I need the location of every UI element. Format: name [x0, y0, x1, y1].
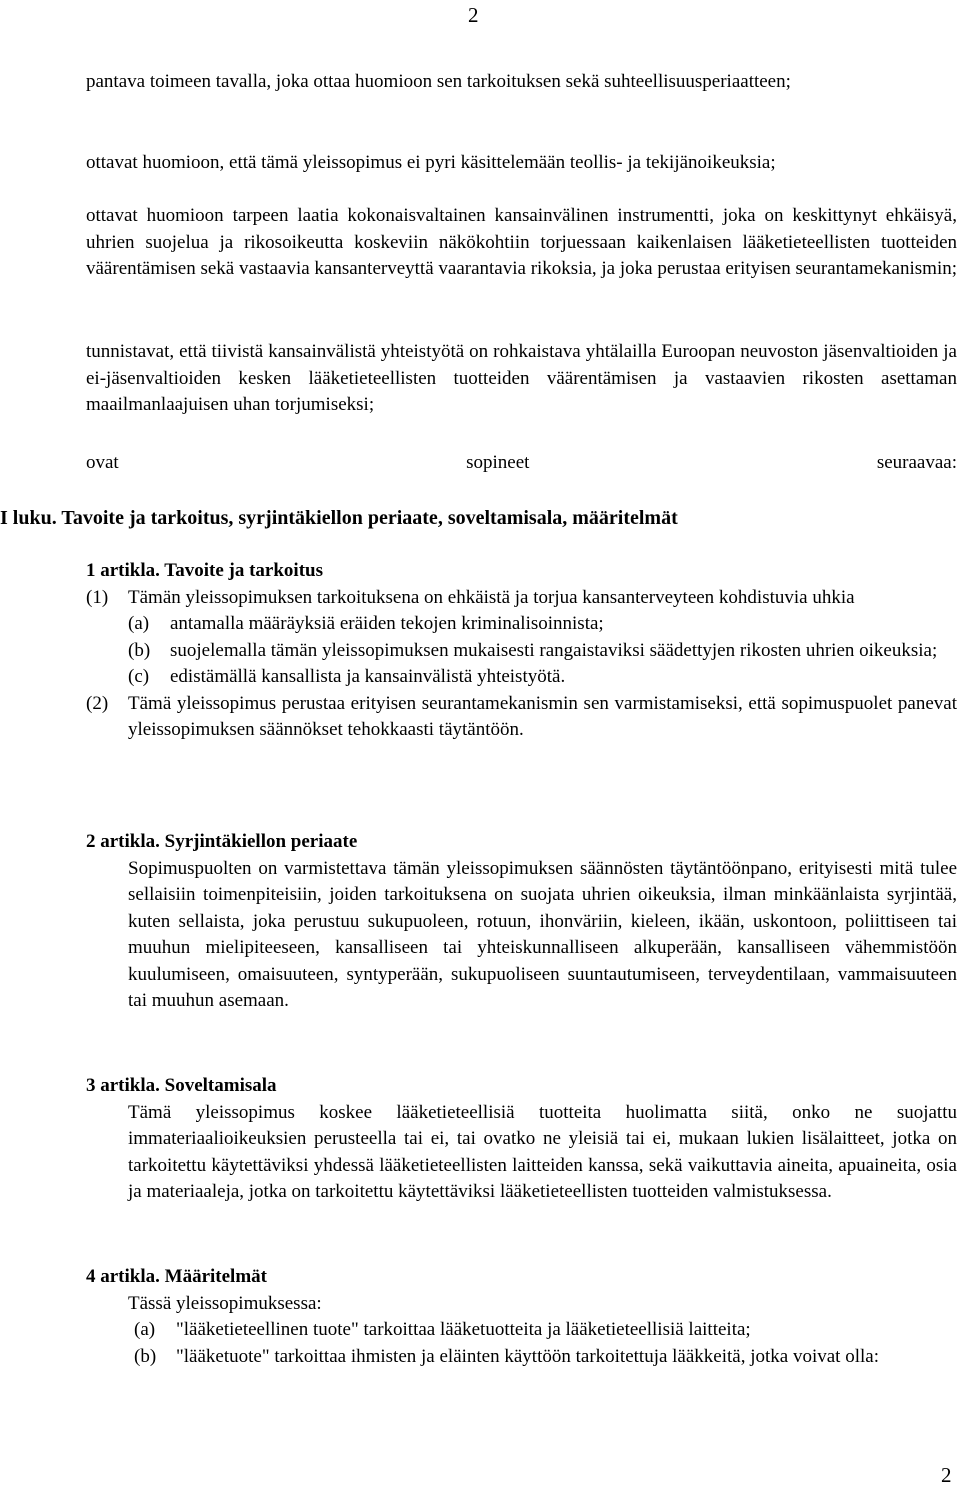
article-1-p2-text: Tämä yleissopimus perustaa erityisen seurantamekanismin sen varmistamiseksi, että sopimuspuolet panevat yleissopimuksen säännökset tehokkaasti täytäntöön.: [128, 692, 957, 740]
article-1: [86, 558, 957, 744]
article-1-p1-text: Tämän yleissopimuksen tarkoituksena on ehkäistä ja torjua kansanterveyteen kohdistuvia uhkia: [128, 586, 855, 608]
item-label: (c): [128, 666, 150, 687]
article-4-item-a: [134, 1317, 957, 1344]
article-3-title: 3 artikla. Soveltamisala: [86, 1075, 277, 1096]
article-3: [86, 1073, 957, 1206]
article-1-item-c: [128, 664, 957, 691]
article-1-p2-label: (2): [86, 692, 109, 714]
article-4: [86, 1264, 957, 1370]
article-4-intro: Tässä yleissopimuksessa:: [128, 1292, 322, 1314]
item-text: edistämällä kansallista ja kansainvälistä yhteistyötä.: [170, 666, 566, 687]
item-text: "lääketuote" tarkoittaa ihmisten ja eläinten käyttöön tarkoitettuja lääkkeitä, jotka voivat olla:: [176, 1345, 879, 1367]
agreed-word-2: sopineet: [466, 452, 530, 473]
article-4-item-list: [86, 1317, 957, 1370]
item-label: (b): [128, 639, 151, 661]
item-text: suojelemalla tämän yleissopimuksen mukaisesti rangaistaviksi säädettyjen rikosten uhrien oikeuksia;: [170, 639, 938, 661]
article-1-item-b: [128, 638, 957, 665]
agreed-word-1: ovat: [86, 452, 119, 473]
item-text: "lääketieteellinen tuote" tarkoittaa lääketuotteita ja lääketieteellisiä laitteita;: [176, 1319, 751, 1340]
article-3-text: Tämä yleissopimus koskee lääketieteellisiä tuotteita huolimatta siitä, onko ne suojattu immateriaalioikeuksien perusteella tai ei, tai ovatko ne yleisiä tai ei, mukaan lukien lisälaitteet, jotka on tarkoitettu käytettäviksi yhdessä lääketieteellisten laitteiden kanssa, sekä vaikuttavia aineita, apuaineita, osia ja materiaaleja, jotka on tarkoitettu käytettäviksi lääketieteellisten tuotteiden valmistuksessa.: [128, 1101, 957, 1202]
agreed-line: [86, 450, 957, 477]
article-1-item-list: [86, 611, 957, 691]
article-1-paragraph-2: [86, 691, 957, 744]
item-text: antamalla määräyksiä eräiden tekojen kriminalisoinnista;: [170, 613, 604, 634]
preamble-paragraph-1: pantava toimeen tavalla, joka ottaa huomioon sen tarkoituksen sekä suhteellisuusperiaatteen;: [86, 71, 791, 92]
item-label: (a): [134, 1319, 156, 1340]
article-2-title: 2 artikla. Syrjintäkiellon periaate: [86, 831, 358, 852]
article-1-p1-label: (1): [86, 586, 109, 608]
article-1-item-a: [128, 611, 957, 638]
item-label: (b): [134, 1345, 157, 1367]
agreed-word-3: seuraavaa:: [876, 452, 957, 473]
item-label: (a): [128, 613, 150, 634]
page-number-bottom: 2: [941, 1463, 952, 1487]
preamble-paragraph-4: tunnistavat, että tiivistä kansainvälistä yhteistyötä on rohkaistava yhtälailla Euroopan neuvoston jäsenvaltioiden ja ei-jäsenvaltioiden kesken lääketieteellisten tuotteiden väärentämisen ja vastaavien rikosten asettaman maailmanlaajuisen uhan torjumiseksi;: [86, 341, 957, 415]
article-2-text: Sopimuspuolten on varmistettava tämän yleissopimuksen säännösten täytäntöönpano, erityisesti mitä tulee sellaisiin toimenpiteisiin, joiden tarkoituksena on suojata uhrien oikeuksia, ilman minkäänlaista syrjintää, kuten sellaista, joka perustuu sukupuoleen, rotuun, ihonväriin, kieleen, ikään, uskontoon, poliittiseen tai muuhun mielipiteeseen, kansalliseen tai yhteiskunnalliseen alkuperään, kansalliseen vähemmistöön kuulumiseen, omaisuuteen, syntyperään, sukupuoliseen suuntautumiseen, terveydentilaan, vammaisuuteen tai muuhun asemaan.: [128, 857, 957, 1011]
article-4-title: 4 artikla. Määritelmät: [86, 1266, 267, 1287]
article-2: [86, 829, 957, 1015]
preamble-paragraph-2: ottavat huomioon, että tämä yleissopimus ei pyri käsittelemään teollis- ja tekijänoikeuksia;: [86, 152, 776, 173]
page-number-top: 2: [468, 3, 479, 27]
article-1-paragraph-1: [86, 585, 957, 612]
chapter-heading: I luku. Tavoite ja tarkoitus, syrjintäkiellon periaate, soveltamisala, määritelmät: [0, 507, 678, 529]
article-1-title: 1 artikla. Tavoite ja tarkoitus: [86, 560, 323, 581]
article-4-item-b: [134, 1344, 957, 1371]
preamble-paragraph-3: ottavat huomioon tarpeen laatia kokonaisvaltainen kansainvälinen instrumentti, joka on keskittynyt ehkäisyä, uhrien suojelua ja rikosoikeutta koskeviin näkökohtiin torjuessaan kaikenlaisen lääketieteellisten tuotteiden väärentämisen sekä vastaavia kansanterveyttä vaarantavia rikoksia, ja joka perustaa erityisen seurantamekanismin;: [86, 205, 958, 279]
